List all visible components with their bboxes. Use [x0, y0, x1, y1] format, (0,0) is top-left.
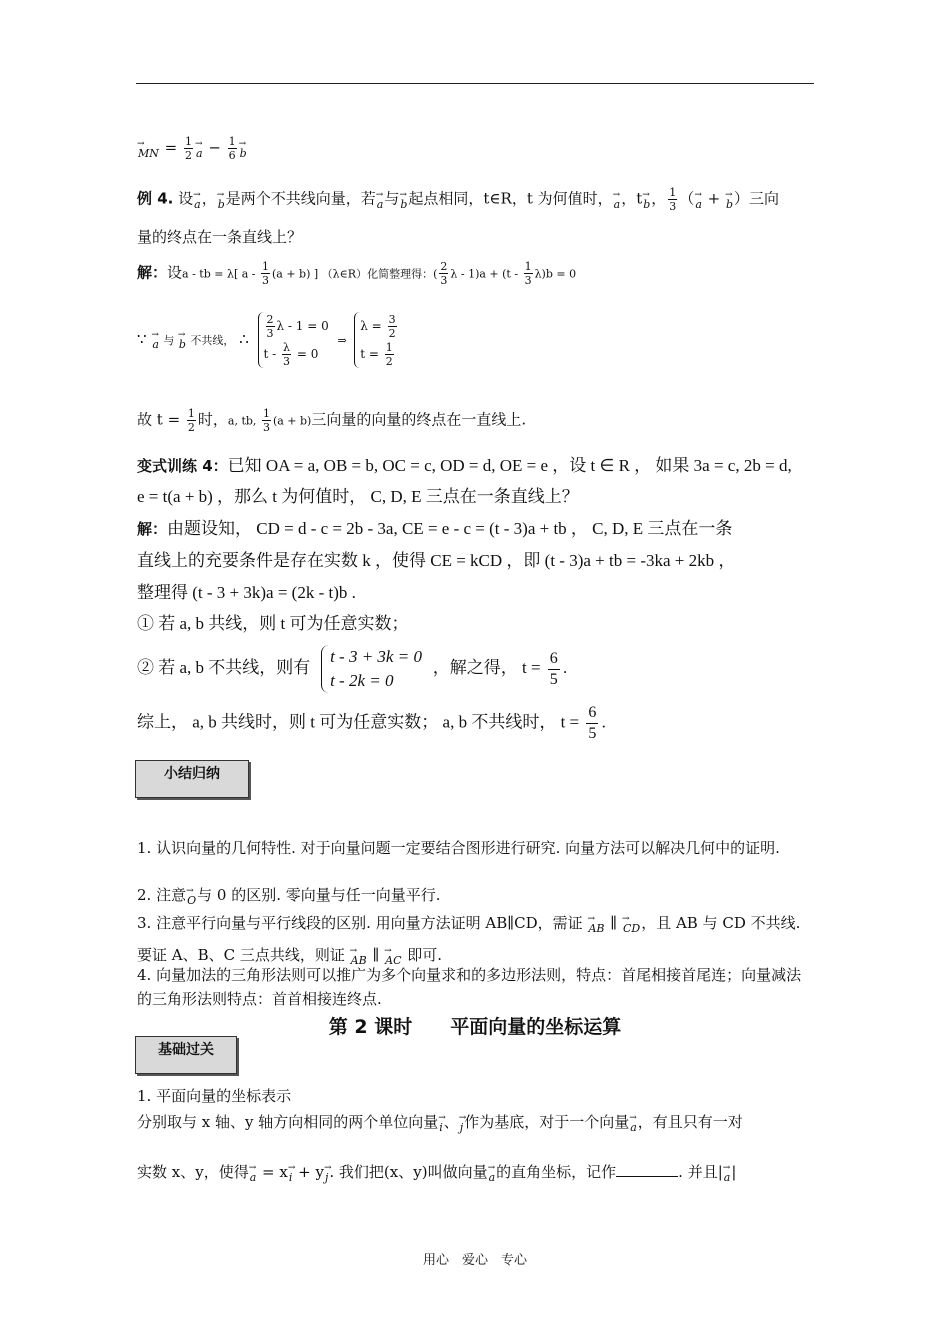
header-rule — [136, 83, 814, 84]
solution-2-line2: 直线上的充要条件是存在实数 k ，使得 CE = kCD ，即 (t - 3)a + tb = -3ka + 2kb ， — [137, 551, 736, 570]
coord-line2: 实数 x、y，使得→ a = x→ i + y→ j. 我们把(x、y)叫做向量→ a的直角坐标，记作 . 并且|→ a| — [137, 1162, 736, 1188]
solution-2-summary: 综上， a, b 共线时，则 t 可为任意实数； a, b 不共线时， t = $\frac{6}{5}$ . — [137, 704, 607, 742]
equation-system: t - 3 + 3k = 0 t - 2k = 0 — [321, 645, 422, 693]
solution-system: λ = $\frac{3}{2}$ t = $\frac{1}{2}$ — [354, 312, 398, 368]
summary-point-4: 4. 向量加法的三角形法则可以推广为多个向量求和的多边形法则，特点：首尾相接首尾连；向量减法的三角形法则特点：首首相接连终点. — [137, 966, 802, 1008]
example-4-line2: 量的终点在一条直线上？ — [137, 228, 303, 246]
fraction: $\frac{1}{6}$ — [228, 135, 236, 162]
summary-heading-box: 小结归纳 — [135, 760, 249, 798]
fraction: $\frac{1}{2}$ — [185, 135, 192, 162]
variant-4: 变式训练 4：已知 OA = a, OB = b, OC = c, OD = d, OE = e ，设 t ∈ R ， 如果 3a = c, 2b = d, — [137, 456, 792, 475]
conclusion-1: 故 t = $\frac{1}{2}$ 时，a, tb, $\frac{1}{3}$ (a + b)三向量的向量的终点在一直线上. — [137, 407, 527, 434]
summary-point-3: 3. 注意平行向量与平行线段的区别. 用向量方法证明 AB∥CD，需证 → AB ∥ → CD，且 AB 与 CD 不共线. 要证 A、B、C 三点共线，则证 → AB ∥ → AC 即可. — [137, 910, 815, 974]
basic-heading-box: 基础过关 — [135, 1036, 237, 1074]
variant-label: 变式训练 4： — [137, 457, 228, 475]
summary-point-2: 2. 注意→ O与 0 的区别. 零向量与任一向量平行. — [137, 885, 815, 911]
system-reasoning: ∵ → a 与 → b 不共线， ∴ $\frac{2}{3}$ λ - 1 = 0 t - $\frac{\lambda}{3}$ = 0 ⇒ λ = $\frac{3}{2}$ t = $\frac{1}{2}$ — [137, 312, 403, 368]
solution-2-case2: ② 若 a, b 不共线，则有 t - 3 + 3k = 0 t - 2k = 0 ，解之得， t = $\frac{6}{5}$ . — [137, 645, 568, 693]
lesson-title: 第 2 课时 平面向量的坐标运算 — [328, 1016, 622, 1038]
mn-equation: → MN = $\frac{1}{2}$ → a − $\frac{1}{6}$ → b — [137, 135, 248, 164]
equation-system: $\frac{2}{3}$ λ - 1 = 0 t - $\frac{\lambda}{3}$ = 0 — [258, 312, 329, 368]
example-label: 例 4. — [137, 189, 174, 208]
coord-line1: 分别取与 x 轴、y 轴方向相同的两个单位向量→ i、→ j作为基底，对于一个向量→ a，有且只有一对 — [137, 1112, 743, 1138]
summary-point-1: 1. 认识向量的几何特性. 对于向量问题一定要结合图形进行研究. 向量方法可以解决几何中的证明. — [137, 839, 780, 857]
solution-1: 解：设a - tb = λ[ a - $\frac{1}{3}$ (a + b) ] （λ∈R）化简整理得：( $\frac{2}{3}$ λ - 1)a + (t - $\frac{1}{3}$ λ)b = 0 — [137, 260, 577, 287]
page-footer: 用心 爱心 专心 — [422, 1253, 527, 1268]
variant-4-line2: e = t(a + b) ，那么 t 为何值时， C, D, E 三点在一条直线上？ — [137, 487, 579, 506]
solution-label: 解： — [137, 263, 168, 282]
example-4: 例 4. 设→ a，→ b是两个不共线向量，若→ a与→ b起点相同，t∈R，t 为何值时，→ a，t→ b， $\frac{1}{3}$ （→ a + → b）三向 — [137, 186, 779, 215]
solution-2-line3: 整理得 (t - 3 + 3k)a = (2k - t)b . — [137, 583, 356, 602]
vector-mn: → MN — [137, 144, 160, 164]
solution-2-case1: ① 若 a, b 共线，则 t 可为任意实数； — [137, 614, 409, 633]
coord-heading: 1. 平面向量的坐标表示 — [137, 1087, 292, 1105]
solution-2: 解：由题设知， CD = d - c = 2b - 3a, CE = e - c = (t - 3)a + tb ， C, D, E 三点在一条 — [137, 519, 733, 538]
answer-blank[interactable] — [616, 1176, 678, 1177]
